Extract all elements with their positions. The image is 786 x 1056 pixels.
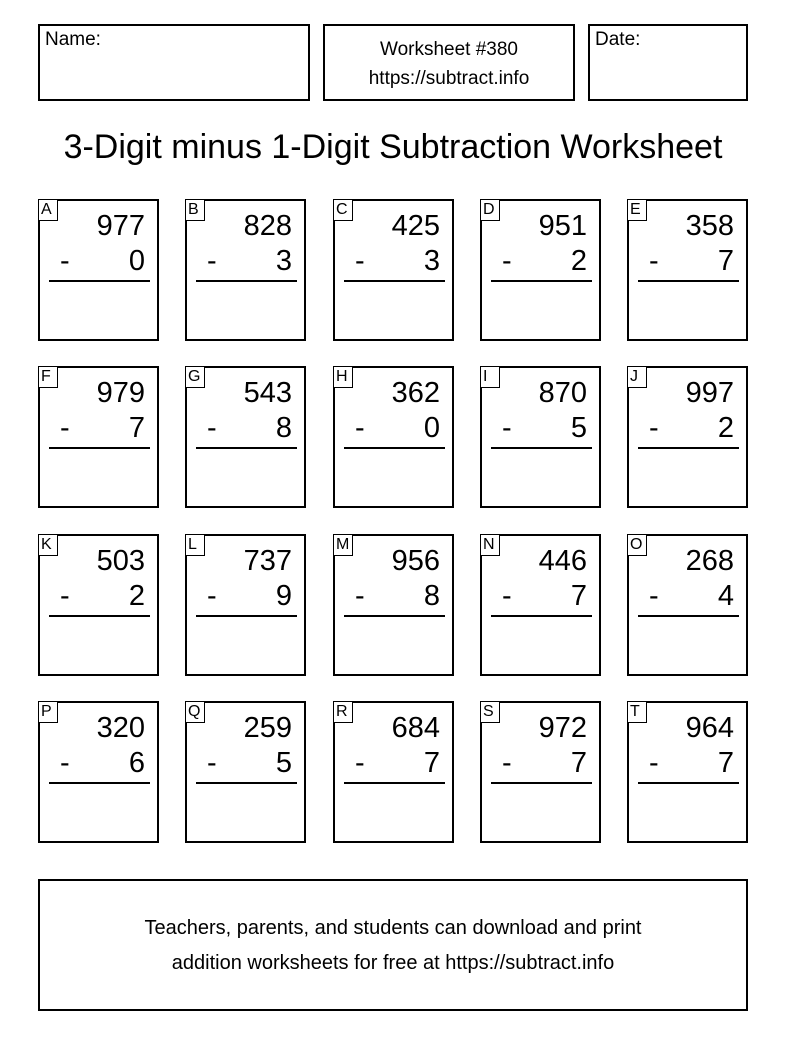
problem-card-c[interactable] [333, 199, 454, 341]
problem-card-p[interactable] [38, 701, 159, 843]
minuend: 503 [96, 545, 145, 577]
problem-letter: N [480, 534, 500, 556]
minuend: 737 [243, 545, 292, 577]
subtrahend: 7 [570, 747, 587, 779]
minuend: 956 [391, 545, 440, 577]
problem-card-n[interactable] [480, 534, 601, 676]
problem-card-q[interactable] [185, 701, 306, 843]
minuend: 870 [538, 377, 587, 409]
minus-sign: - [649, 245, 659, 277]
subtrahend: 9 [275, 580, 292, 612]
subtrahend: 2 [717, 412, 734, 444]
date-label: Date: [595, 29, 641, 50]
minus-sign: - [502, 412, 512, 444]
minus-sign: - [355, 747, 365, 779]
problem-letter: O [627, 534, 647, 556]
problem-card-i[interactable] [480, 366, 601, 508]
answer-line [196, 615, 297, 617]
minus-sign: - [355, 245, 365, 277]
minuend: 828 [243, 210, 292, 242]
minuend: 358 [685, 210, 734, 242]
minus-sign: - [60, 245, 70, 277]
subtrahend: 3 [275, 245, 292, 277]
minus-sign: - [649, 747, 659, 779]
problem-card-d[interactable] [480, 199, 601, 341]
answer-line [638, 782, 739, 784]
subtrahend: 7 [423, 747, 440, 779]
minus-sign: - [60, 580, 70, 612]
name-field-box[interactable] [38, 24, 310, 101]
answer-line [491, 782, 592, 784]
subtrahend: 2 [570, 245, 587, 277]
answer-line [491, 615, 592, 617]
subtrahend: 7 [717, 747, 734, 779]
answer-line [491, 447, 592, 449]
worksheet-number: Worksheet #380 [379, 39, 518, 60]
minus-sign: - [207, 580, 217, 612]
problem-card-m[interactable] [333, 534, 454, 676]
minus-sign: - [60, 747, 70, 779]
problem-letter: B [185, 199, 205, 221]
problem-letter: H [333, 366, 353, 388]
minus-sign: - [207, 412, 217, 444]
date-field-box[interactable] [588, 24, 748, 101]
minus-sign: - [355, 580, 365, 612]
answer-line [344, 782, 445, 784]
problem-card-t[interactable] [627, 701, 748, 843]
subtrahend: 2 [128, 580, 145, 612]
subtrahend: 8 [423, 580, 440, 612]
answer-line [49, 615, 150, 617]
minuend: 543 [243, 377, 292, 409]
subtrahend: 4 [717, 580, 734, 612]
answer-line [196, 280, 297, 282]
subtrahend: 7 [128, 412, 145, 444]
minus-sign: - [502, 747, 512, 779]
footer-line-1: Teachers, parents, and students can download and print [144, 917, 642, 939]
problem-letter: D [480, 199, 500, 221]
minuend: 684 [391, 712, 440, 744]
answer-line [49, 447, 150, 449]
minuend: 362 [391, 377, 440, 409]
minuend: 425 [391, 210, 440, 242]
minuend: 972 [538, 712, 587, 744]
subtrahend: 0 [423, 412, 440, 444]
minuend: 951 [538, 210, 587, 242]
subtrahend: 7 [717, 245, 734, 277]
problem-letter: C [333, 199, 353, 221]
problem-letter: T [627, 701, 647, 723]
problem-letter: G [185, 366, 205, 388]
problem-card-f[interactable] [38, 366, 159, 508]
subtrahend: 5 [570, 412, 587, 444]
answer-line [49, 280, 150, 282]
problem-card-j[interactable] [627, 366, 748, 508]
problem-letter: A [38, 199, 58, 221]
problem-card-r[interactable] [333, 701, 454, 843]
answer-line [344, 280, 445, 282]
minuend: 446 [538, 545, 587, 577]
problem-letter: Q [185, 701, 205, 723]
problem-letter: I [480, 366, 500, 388]
subtrahend: 8 [275, 412, 292, 444]
answer-line [344, 615, 445, 617]
problem-card-a[interactable] [38, 199, 159, 341]
problem-card-s[interactable] [480, 701, 601, 843]
minuend: 977 [96, 210, 145, 242]
problem-card-b[interactable] [185, 199, 306, 341]
problem-letter: F [38, 366, 58, 388]
minus-sign: - [649, 412, 659, 444]
answer-line [638, 447, 739, 449]
problem-letter: L [185, 534, 205, 556]
answer-line [196, 447, 297, 449]
minus-sign: - [502, 245, 512, 277]
problem-card-e[interactable] [627, 199, 748, 341]
subtrahend: 0 [128, 245, 145, 277]
problem-card-k[interactable] [38, 534, 159, 676]
problem-letter: S [480, 701, 500, 723]
problem-letter: M [333, 534, 353, 556]
answer-line [196, 782, 297, 784]
problem-letter: E [627, 199, 647, 221]
problem-letter: K [38, 534, 58, 556]
answer-line [49, 782, 150, 784]
problem-letter: R [333, 701, 353, 723]
minus-sign: - [502, 580, 512, 612]
minuend: 997 [685, 377, 734, 409]
problem-card-h[interactable] [333, 366, 454, 508]
minuend: 320 [96, 712, 145, 744]
minuend: 979 [96, 377, 145, 409]
answer-line [638, 280, 739, 282]
subtrahend: 6 [128, 747, 145, 779]
minus-sign: - [207, 245, 217, 277]
problem-letter: J [627, 366, 647, 388]
problem-letter: P [38, 701, 58, 723]
answer-line [344, 447, 445, 449]
minus-sign: - [207, 747, 217, 779]
answer-line [491, 280, 592, 282]
subtrahend: 3 [423, 245, 440, 277]
name-label: Name: [45, 29, 101, 50]
subtrahend: 5 [275, 747, 292, 779]
minus-sign: - [649, 580, 659, 612]
minuend: 268 [685, 545, 734, 577]
problem-card-o[interactable] [627, 534, 748, 676]
worksheet-url: https://subtract.info [368, 68, 530, 89]
problem-card-g[interactable] [185, 366, 306, 508]
page-title: 3-Digit minus 1-Digit Subtraction Worksheet [63, 128, 723, 166]
minus-sign: - [60, 412, 70, 444]
problem-grid [38, 199, 748, 843]
footer-line-2: addition worksheets for free at https://subtract.info [171, 952, 615, 974]
minuend: 259 [243, 712, 292, 744]
minuend: 964 [685, 712, 734, 744]
subtrahend: 7 [570, 580, 587, 612]
problem-card-l[interactable] [185, 534, 306, 676]
footer-box [38, 879, 748, 1011]
worksheet-info-box [323, 24, 575, 101]
minus-sign: - [355, 412, 365, 444]
answer-line [638, 615, 739, 617]
